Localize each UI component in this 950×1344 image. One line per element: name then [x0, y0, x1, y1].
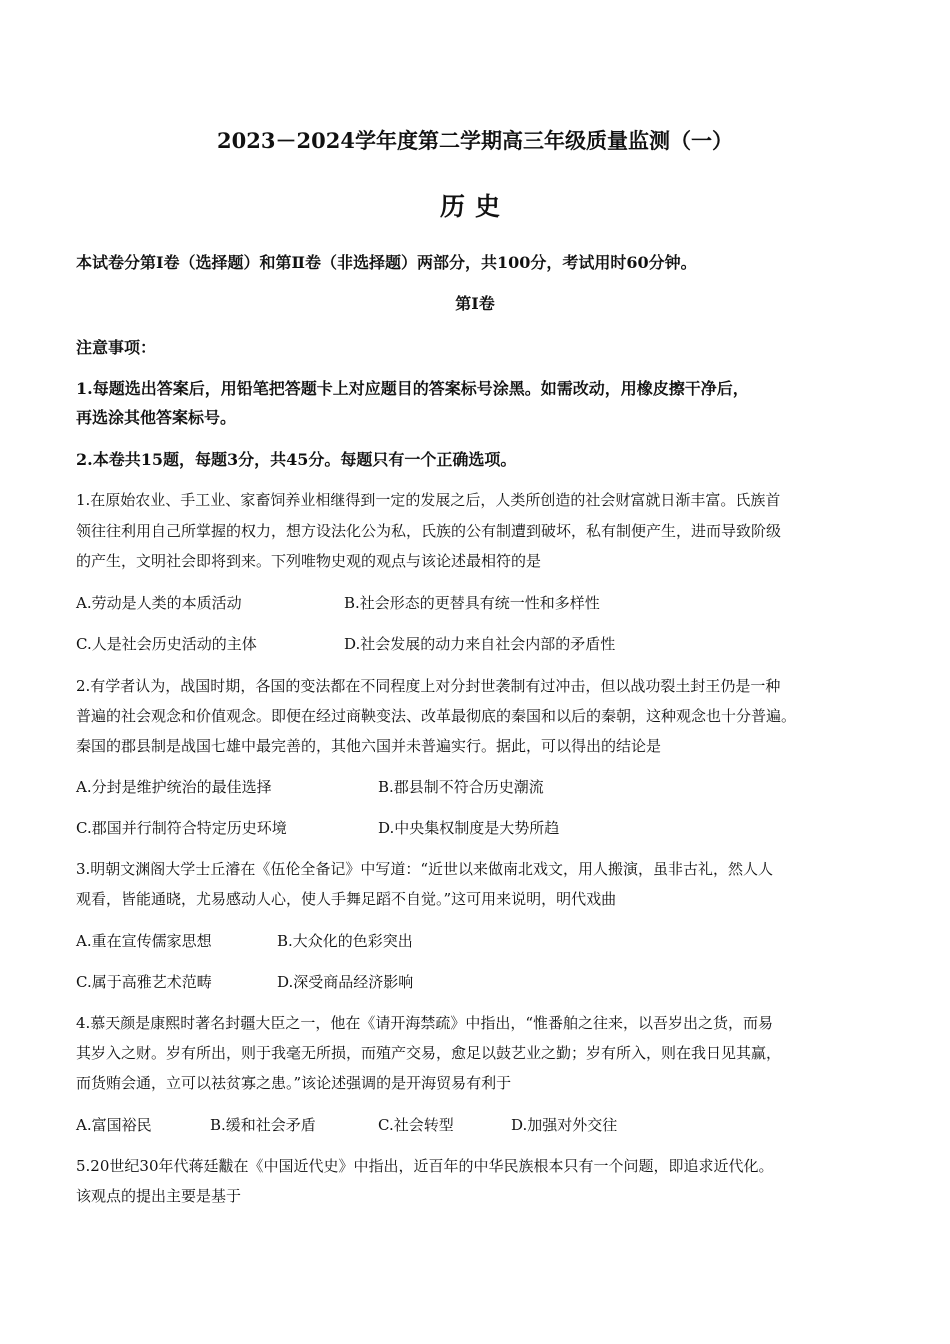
subject-title: 历史	[439, 192, 510, 221]
question-text-line: 1.在原始农业、手工业、家畜饲养业相继得到一定的发展之后，人类所创造的社会财富就日渐丰富。氏族首	[76, 491, 781, 509]
question-text-line: 秦国的郡县制是战国七雄中最完善的，其他六国并未普遍实行。据此，可以得出的结论是	[76, 737, 662, 755]
page-title: 2023－2024学年度第二学期高三年级质量监测（一）	[217, 128, 733, 153]
option-d: D.社会发展的动力来自社会内部的矛盾性	[344, 635, 616, 653]
question-text-line: 4.慕天颜是康熙时著名封疆大臣之一，他在《请开海禁疏》中指出，“惟番舶之往来，以吾岁出之货，而易	[76, 1014, 773, 1032]
question-text-line: 其岁入之财。岁有所出，则于我毫无所损，而殖产交易，愈足以鼓艺业之勤；岁有所入，则在我日见其赢，	[76, 1044, 782, 1062]
option-c: C.人是社会历史活动的主体	[76, 635, 257, 653]
question-text-line: 观看，皆能通晓，尤易感动人心，使人手舞足蹈不自觉。”这可用来说明，明代戏曲	[76, 890, 617, 908]
notice-item-2: 2.本卷共15题，每题3分，共45分。每题只有一个正确选项。	[76, 450, 517, 469]
option-b: B.郡县制不符合历史潮流	[378, 778, 544, 796]
option-b: B.大众化的色彩突出	[277, 932, 413, 950]
question-text-line: 的产生，文明社会即将到来。下列唯物史观的观点与该论述最相符的是	[76, 552, 542, 570]
exam-intro: 本试卷分第Ⅰ卷（选择题）和第Ⅱ卷（非选择题）两部分，共100分，考试用时60分钟。	[76, 253, 697, 272]
question-text-line: 普遍的社会观念和价值观念。即便在经过商鞅变法、改革最彻底的秦国和以后的秦朝，这种观念也十分普遍。	[76, 707, 797, 725]
notice-item-1: 1.每题选出答案后，用铅笔把答题卡上对应题目的答案标号涂黑。如需改动，用橡皮擦干净后，	[76, 379, 749, 398]
option-a: A.分封是维护统治的最佳选择	[76, 778, 272, 796]
notice-item-1-cont: 再选涂其他答案标号。	[76, 408, 237, 427]
question-text-line: 该观点的提出主要是基于	[76, 1187, 242, 1205]
option-a: A.劳动是人类的本质活动	[76, 594, 242, 612]
question-text-line: 而货贿会通，立可以祛贫寡之患。”该论述强调的是开海贸易有利于	[76, 1074, 512, 1092]
question-text-line: 5.20世纪30年代蒋廷黻在《中国近代史》中指出，近百年的中华民族根本只有一个问题，即追求近代化。	[76, 1157, 774, 1175]
option-c: C.社会转型	[378, 1116, 454, 1134]
notice-heading: 注意事项：	[76, 338, 157, 357]
option-a: A.富国裕民	[76, 1116, 152, 1134]
option-d: D.加强对外交往	[511, 1116, 618, 1134]
question-text-line: 领往往利用自己所掌握的权力，想方设法化公为私，氏族的公有制遭到破坏，私有制便产生，进而导致阶级	[76, 522, 782, 540]
option-b: B.缓和社会矛盾	[210, 1116, 316, 1134]
option-b: B.社会形态的更替具有统一性和多样性	[344, 594, 600, 612]
option-c: C.属于高雅艺术范畴	[76, 973, 212, 991]
option-a: A.重在宣传儒家思想	[76, 932, 212, 950]
option-d: D.深受商品经济影响	[277, 973, 414, 991]
option-d: D.中央集权制度是大势所趋	[378, 819, 560, 837]
question-text-line: 2.有学者认为，战国时期，各国的变法都在不同程度上对分封世袭制有过冲击，但以战功裂土封王仍是一种	[76, 677, 781, 695]
option-c: C.郡国并行制符合特定历史环境	[76, 819, 287, 837]
section-heading: 第Ⅰ卷	[455, 294, 495, 313]
question-text-line: 3.明朝文渊阁大学士丘濬在《伍伦全备记》中写道：“近世以来做南北戏文，用人搬演，虽非古礼，然人人	[76, 860, 773, 878]
